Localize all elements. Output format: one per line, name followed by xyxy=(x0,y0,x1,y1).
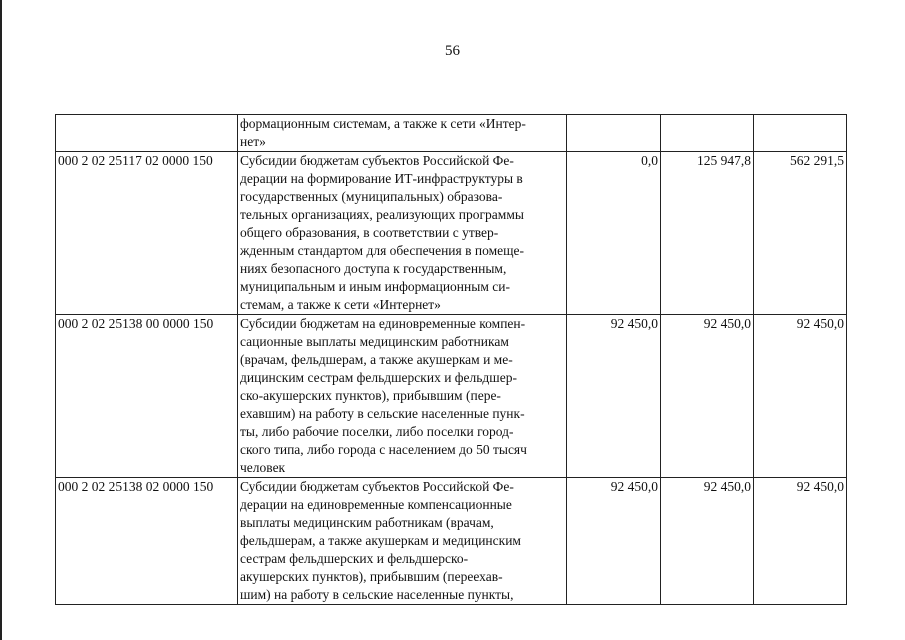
description-cell xyxy=(238,315,567,478)
description-line: нет» xyxy=(240,134,266,149)
description-line: ехавшим) на работу в сельские населенные пунк- xyxy=(240,406,525,421)
description-line: общего образования, в соответствии с утвер- xyxy=(240,225,499,240)
description-line: ско-акушерских пунктов), прибывшим (пере- xyxy=(240,388,501,403)
description-line: сационные выплаты медицинским работникам xyxy=(240,334,509,349)
value-cell-3: 92 450,0 xyxy=(754,478,847,605)
description-line: стемам, а также к сети «Интернет» xyxy=(240,297,441,312)
description-line: сестрам фельдшерских и фельдшерско- xyxy=(240,551,469,566)
description-cell xyxy=(238,115,567,152)
value-cell-1: 92 450,0 xyxy=(567,315,661,478)
value-cell-2 xyxy=(661,115,754,152)
code-cell: 000 2 02 25138 00 0000 150 xyxy=(56,315,238,478)
description-line: Субсидии бюджетам на единовременные компен- xyxy=(240,316,526,331)
value-cell-3: 92 450,0 xyxy=(754,315,847,478)
value-cell-1 xyxy=(567,115,661,152)
scan-left-edge xyxy=(0,0,2,640)
description-cell xyxy=(238,478,567,605)
description-line: дерации на формирование ИТ-инфраструктуры в xyxy=(240,171,523,186)
description-line: выплаты медицинским работникам (врачам, xyxy=(240,515,494,530)
value-cell-3 xyxy=(754,115,847,152)
description-line: ты, либо рабочие поселки, либо поселки город- xyxy=(240,424,514,439)
description-line: государственных (муниципальных) образова- xyxy=(240,189,503,204)
description-line: шим) на работу в сельские населенные пункты, xyxy=(240,587,514,602)
table-row xyxy=(56,115,847,152)
description-line: акушерских пунктов), прибывшим (переехав- xyxy=(240,569,503,584)
description-line: (врачам, фельдшерам, а также акушеркам и ме- xyxy=(240,352,513,367)
value-cell-2: 92 450,0 xyxy=(661,315,754,478)
code-cell xyxy=(56,115,238,152)
page-number: 56 xyxy=(445,43,460,59)
description-line: ниях безопасного доступа к государственным, xyxy=(240,261,507,276)
code-cell: 000 2 02 25117 02 0000 150 xyxy=(56,152,238,315)
description-cell xyxy=(238,152,567,315)
description-line: фельдшерам, а также акушеркам и медицинским xyxy=(240,533,521,548)
description-line: муниципальным и иным информационным си- xyxy=(240,279,510,294)
description-line: Субсидии бюджетам субъектов Российской Фе- xyxy=(240,479,514,494)
description-line: жденным стандартом для обеспечения в помеще- xyxy=(240,243,524,258)
value-cell-2: 125 947,8 xyxy=(661,152,754,315)
description-line: дерации на единовременные компенсационные xyxy=(240,497,512,512)
description-line: человек xyxy=(240,460,286,475)
value-cell-3: 562 291,5 xyxy=(754,152,847,315)
description-line: дицинским сестрам фельдшерских и фельдшер- xyxy=(240,370,517,385)
description-line: ского типа, либо города с населением до 50 тысяч xyxy=(240,442,527,457)
value-cell-1: 92 450,0 xyxy=(567,478,661,605)
code-cell: 000 2 02 25138 02 0000 150 xyxy=(56,478,238,605)
table-row xyxy=(56,315,847,478)
table-row xyxy=(56,478,847,605)
budget-table xyxy=(55,114,847,605)
value-cell-1: 0,0 xyxy=(567,152,661,315)
description-line: Субсидии бюджетам субъектов Российской Фе- xyxy=(240,153,514,168)
description-line: формационным системам, а также к сети «Интер- xyxy=(240,116,526,131)
value-cell-2: 92 450,0 xyxy=(661,478,754,605)
table-row xyxy=(56,152,847,315)
description-line: тельных организациях, реализующих программы xyxy=(240,207,524,222)
